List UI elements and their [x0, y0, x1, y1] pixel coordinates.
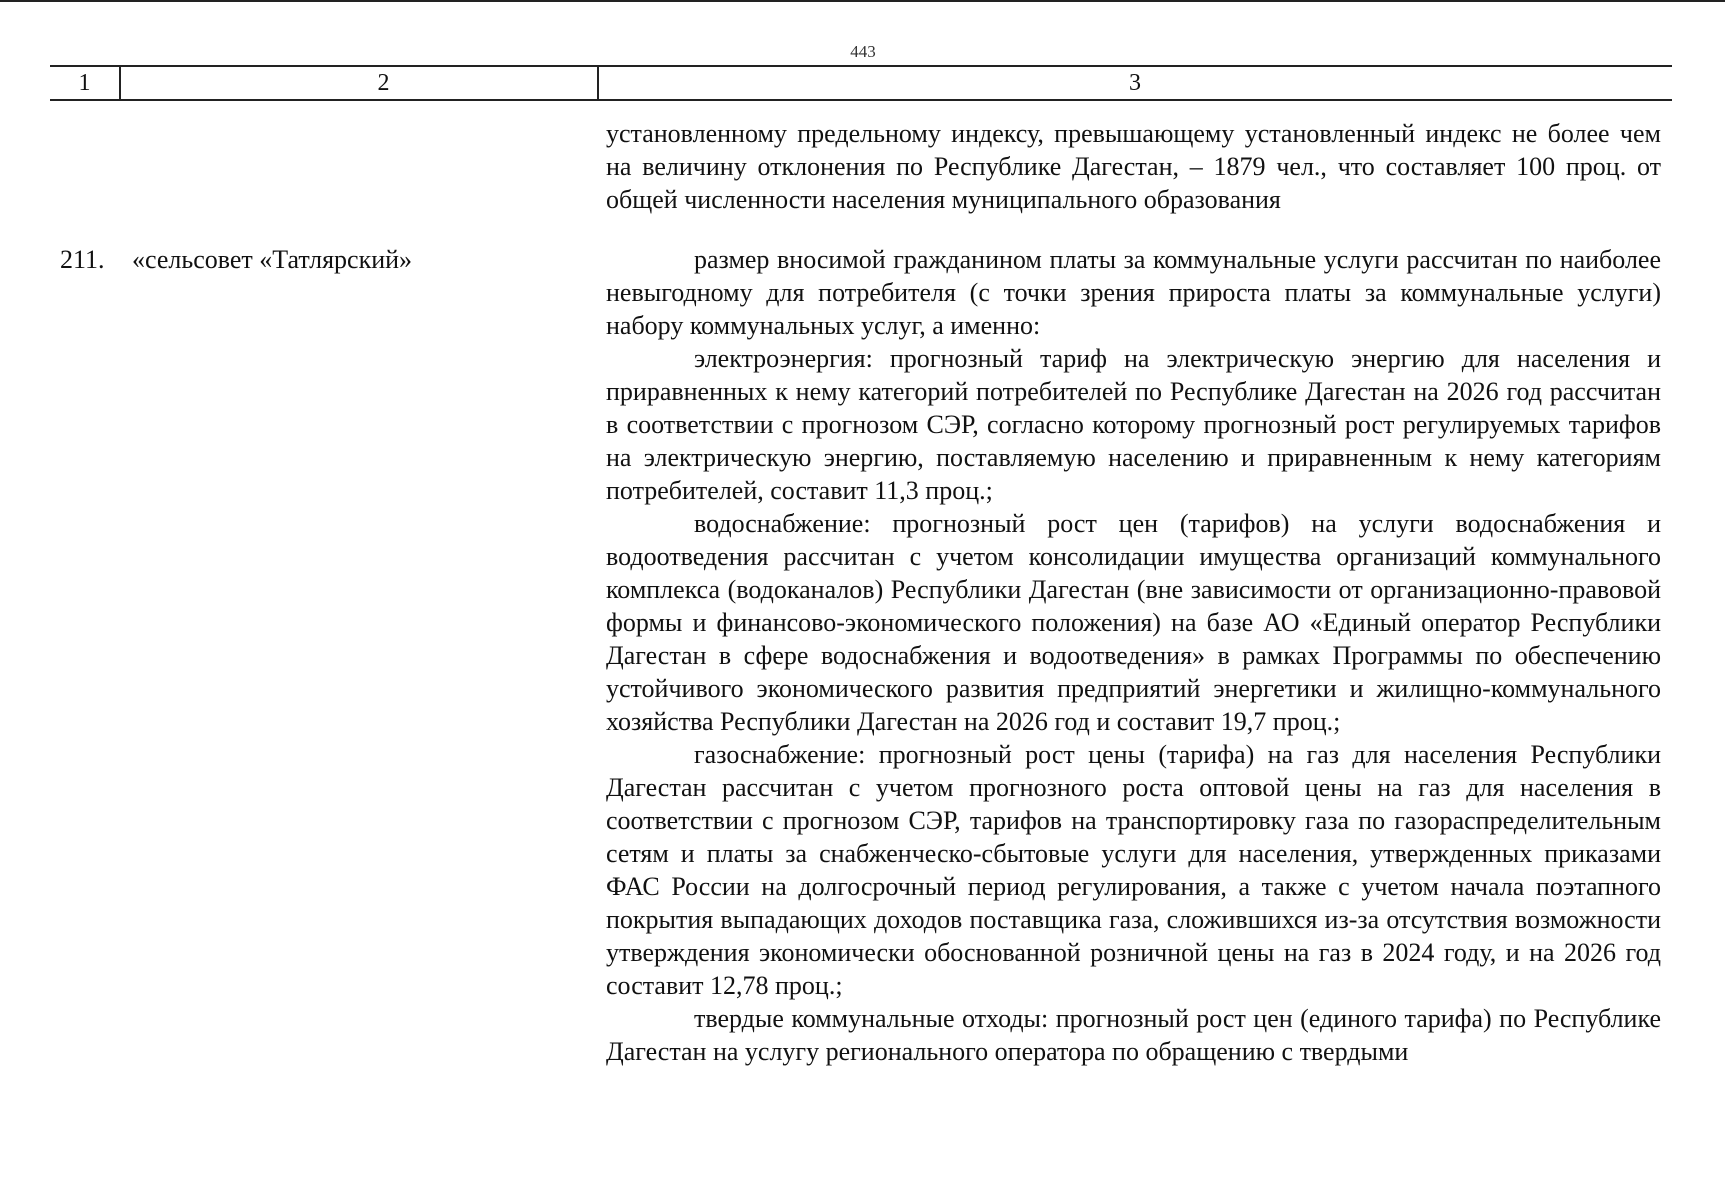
- entry-description: [606, 243, 1661, 1068]
- paragraph-payment-size: размер вносимой гражданином платы за коммунальные услуги рассчитан по наиболее невыгодному для потребителя (с точки зрения прироста платы за коммунальные услуги) набору коммунальных услуг, а именно:: [606, 245, 1661, 340]
- table-column-header: [50, 65, 1672, 101]
- column-header-3: 3: [1129, 70, 1141, 96]
- column-header-2: 2: [377, 70, 390, 96]
- page-number: 443: [850, 42, 876, 61]
- continuation-paragraph: установленному предельному индексу, превышающему установленный индекс не более чем на величину отклонения по Республике Дагестан, – 1879 чел., что составляет 100 проц. от общей численности населения муниципального образования: [606, 119, 1661, 214]
- paragraph-water-supply: водоснабжение: прогнозный рост цен (тарифов) на услуги водоснабжения и водоотведения рассчитан с учетом консолидации имущества организаций коммунального комплекса (водоканалов) Республики Дагестан (вне зависимости от организационно-правовой формы и финансово-экономического положения) на базе АО «Единый оператор Республики Дагестан в сфере водоснабжения и водоотведения» в рамках Программы по обеспечению устойчивого экономического развития предприятий энергетики и жилищно-коммунального хозяйства Республики Дагестан на 2026 год и составит 19,7 проц.;: [606, 509, 1661, 736]
- page-top-border: [0, 0, 1725, 2]
- paragraph-gas-supply: газоснабжение: прогнозный рост цены (тарифа) на газ для населения Республики Дагестан рассчитан с учетом прогнозного роста оптовой цены на газ для населения в соответствии с прогнозом СЭР, тарифов на транспортировку газа по газораспределительным сетям и платы за снабженческо-сбытовые услуги для населения, утвержденных приказами ФАС России на долгосрочный период регулирования, а также с учетом начала поэтапного покрытия выпадающих доходов поставщика газа, сложившихся из-за отсутствия возможности утверждения экономически обоснованной розничной цены на газ в 2024 году, и на 2026 год составит 12,78 проц.;: [606, 740, 1661, 1000]
- paragraph-solid-waste: твердые коммунальные отходы: прогнозный рост цен (единого тарифа) по Республике Дагестан на услугу регионального оператора по обращению с твердыми: [606, 1004, 1661, 1066]
- entry-name: «сельсовет «Татлярский»: [132, 245, 413, 274]
- continuation-text-block: [606, 117, 1661, 216]
- entry-number: 211.: [60, 245, 105, 274]
- column-header-1: 1: [78, 70, 91, 96]
- paragraph-electricity: электроэнергия: прогнозный тариф на электрическую энергию для населения и приравненных к нему категорий потребителей по Республике Дагестан на 2026 год рассчитан в соответствии с прогнозом СЭР, согласно которому прогнозный рост регулируемых тарифов на электрическую энергию, поставляемую населению и приравненным к нему категориям потребителей, составит 11,3 проц.;: [606, 344, 1661, 505]
